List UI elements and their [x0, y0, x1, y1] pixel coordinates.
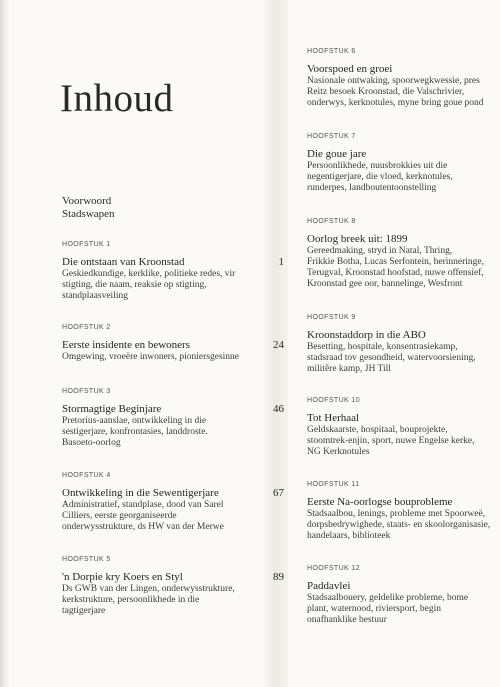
chapter-page-number: 67: [273, 487, 284, 499]
chapter-title: Die goue jare: [307, 148, 367, 160]
chapter-description: [307, 76, 500, 109]
chapter-entry-12: [307, 565, 500, 626]
chapter-description-line: dorpsbedrywighede, staats- en skoolorganisasie,: [307, 520, 491, 530]
chapter-description-line: plant, waternood, riviersport, begin: [307, 604, 442, 614]
chapter-page-number: 89: [273, 571, 284, 583]
chapter-description-line: handelaars, biblioteek: [307, 531, 391, 541]
chapter-label: HOOFSTUK 6: [307, 48, 356, 55]
chapter-description-line: kerkstrukture, persoonlikhede in die: [62, 595, 200, 605]
chapter-description-line: onderwys, kerknotules, myne bring goue pond: [307, 98, 484, 108]
chapter-description: [62, 584, 284, 617]
chapter-label: HOOFSTUK 12: [307, 565, 361, 572]
chapter-entry-10: [307, 397, 500, 458]
chapter-entry-9: [307, 314, 500, 375]
chapter-label: HOOFSTUK 3: [62, 388, 111, 395]
chapter-description-line: stadsraad tov gesondheid, watervoorsiening,: [307, 353, 476, 363]
chapter-page-number: 1: [278, 256, 284, 268]
chapter-description-line: Stadsaalbouery, geldelike probleme, bome: [307, 593, 469, 603]
chapter-description-line: negentigerjare, die vloed, kerknotules,: [307, 172, 453, 182]
chapter-entry-4: [62, 472, 284, 533]
front-matter-foreword: Voorwoord: [62, 195, 112, 207]
chapter-label: HOOFSTUK 4: [62, 472, 111, 479]
chapter-description-line: Administratief, standplase, dood van Sarel: [62, 500, 224, 510]
chapter-title: Paddavlei: [307, 580, 351, 592]
chapter-description-line: Persoonlikhede, nuusbrokkies uit die: [307, 161, 448, 171]
chapter-entry-11: [307, 481, 500, 542]
chapter-title: Tot Herhaal: [307, 412, 360, 424]
chapter-description-line: NG Kerknotules: [307, 447, 370, 457]
chapter-label: HOOFSTUK 2: [62, 324, 111, 331]
chapter-description-line: Stadsaalbou, lenings, probleme met Spoorweë,: [307, 509, 486, 519]
chapter-title: Oorlog breek uit: 1899: [307, 233, 408, 245]
chapter-description-line: Frikkie Botha, Lucas Serfontein, herinneringe,: [307, 257, 485, 267]
chapter-label: HOOFSTUK 7: [307, 133, 356, 140]
chapter-description-line: Reitz besoek Kroonstad, die Valschrivier,: [307, 87, 465, 97]
chapter-entry-5: [62, 556, 284, 617]
chapter-description-line: stoomtrek-enjin, sport, nuwe Engelse kerke,: [307, 436, 475, 446]
chapter-description-line: tagtigerjare: [62, 606, 106, 616]
chapter-entry-8: [307, 218, 500, 290]
chapter-title: Die ontstaan van Kroonstad: [62, 256, 185, 268]
chapter-entry-3: [62, 388, 284, 449]
chapter-label: HOOFSTUK 11: [307, 481, 360, 488]
chapter-description: [307, 425, 500, 458]
chapter-description-line: onderwysstrukture, ds HW van der Merwe: [62, 522, 224, 532]
chapter-description: [307, 509, 500, 542]
chapter-description: [307, 342, 500, 375]
chapter-description-line: Kroonstad gee oor, bannelinge, Wesfront: [307, 279, 463, 289]
chapter-label: HOOFSTUK 1: [62, 241, 111, 248]
chapter-entry-2: [62, 324, 284, 363]
front-matter-coat-of-arms: Stadswapen: [62, 208, 115, 220]
chapter-title: 'n Dorpie kry Koers en Styl: [62, 571, 183, 583]
chapter-description-line: standplaasveiling: [62, 291, 128, 301]
chapter-description-line: Pretorius-aanslae, ontwikkeling in die: [62, 416, 207, 426]
chapter-title: Stormagtige Beginjare: [62, 403, 162, 415]
chapter-title: Kroonstaddorp in die ABO: [307, 329, 426, 341]
chapter-description-line: Omgewing, vroeëre inwoners, pioniersgesinne: [62, 352, 240, 362]
chapter-description-line: Gereedmaking, stryd in Natal, Thring,: [307, 246, 453, 256]
chapter-description: [62, 416, 284, 449]
chapter-entry-1: [62, 241, 284, 302]
chapter-page-number: 24: [273, 339, 284, 351]
chapter-page-number: 46: [273, 403, 284, 415]
chapter-description-line: Cilliers, eerste georganiseerde: [62, 511, 177, 521]
chapter-description-line: Terugval, Kroonstad hoofstad, nuwe offensief,: [307, 268, 484, 278]
chapter-description: [307, 593, 500, 626]
chapter-description-line: onafhanklike bestuur: [307, 615, 387, 625]
chapter-description: [62, 500, 284, 533]
chapter-description: [62, 352, 284, 363]
chapter-description-line: Nasionale ontwaking, spoorwegkwessie, pres: [307, 76, 480, 86]
page-binding-edge: [0, 0, 10, 687]
chapter-description: [307, 246, 500, 290]
chapter-description-line: militêre kamp, JH Till: [307, 364, 391, 374]
chapter-description-line: Geskiedkundige, kerklike, politieke redes, vir: [62, 269, 236, 279]
chapter-title: Ontwikkeling in die Sewentigerjare: [62, 487, 219, 499]
chapter-description-line: Geldskaarste, hospitaal, bouprojekte,: [307, 425, 448, 435]
chapter-label: HOOFSTUK 8: [307, 218, 356, 225]
chapter-label: HOOFSTUK 5: [62, 556, 111, 563]
chapter-entry-6: [307, 48, 500, 109]
chapter-description: [307, 161, 500, 194]
chapter-description: [62, 269, 284, 302]
chapter-title: Voorspoed en groei: [307, 63, 393, 75]
chapter-title: Eerste Na-oorlogse bouprobleme: [307, 496, 453, 508]
chapter-title: Eerste insidente en bewoners: [62, 339, 190, 351]
chapter-description-line: Basoeto-oorlog: [62, 438, 121, 448]
chapter-description-line: stigting, die naam, reaksie op stigting,: [62, 280, 207, 290]
chapter-description-line: Besetting, hospitale, konsentrasiekamp,: [307, 342, 458, 352]
chapter-label: HOOFSTUK 9: [307, 314, 356, 321]
chapter-label: HOOFSTUK 10: [307, 397, 361, 404]
chapter-description-line: runderpes, landboutentoonstelling: [307, 183, 437, 193]
chapter-description-line: sestigerjare, konfrontasies, landdroste.: [62, 427, 208, 437]
page-title: Inhoud: [60, 77, 174, 120]
chapter-description-line: Ds GWB van der Lingen, onderwysstrukture,: [62, 584, 235, 594]
front-matter: [62, 195, 115, 221]
chapter-entry-7: [307, 133, 500, 194]
